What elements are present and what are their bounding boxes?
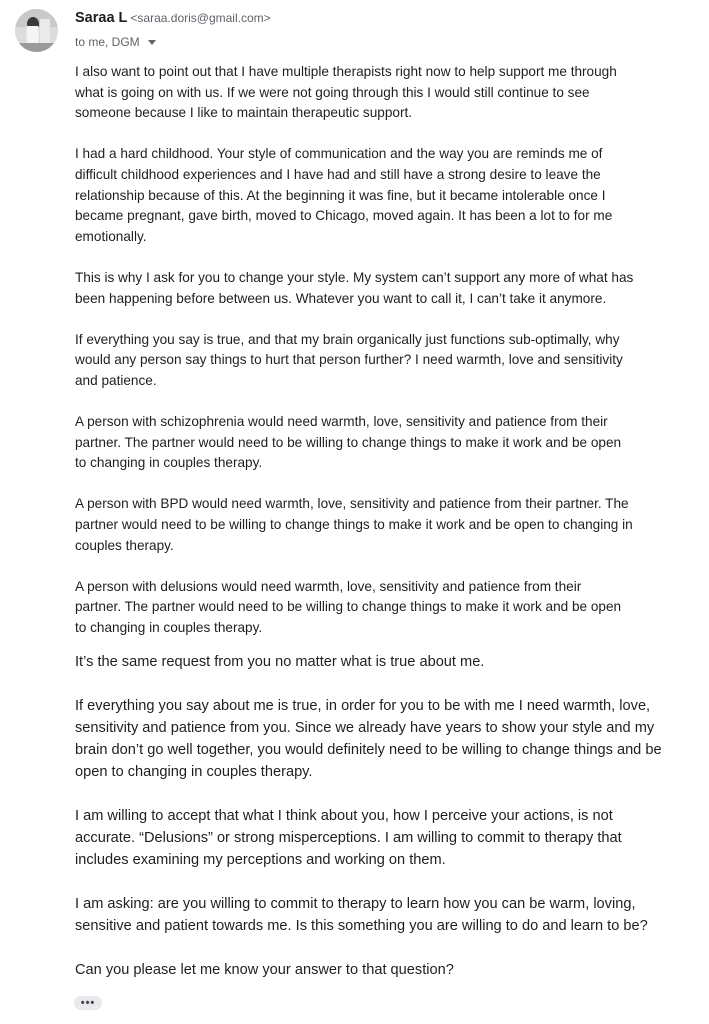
avatar[interactable] [15, 9, 58, 52]
message-line: A person with delusions would need warmth, love, sensitivity and patience from their [75, 578, 582, 594]
recipients-text: to me, DGM [75, 35, 140, 49]
message-line: accurate. “Delusions” or strong misperceptions. I am willing to commit to therapy that [75, 829, 622, 846]
message-line: difficult childhood experiences and I have had and still have a strong desire to leave the [75, 166, 601, 182]
message-line: emotionally. [75, 228, 147, 244]
message-line: includes examining my perceptions and working on them. [75, 851, 446, 868]
message-paragraph [75, 695, 695, 783]
message-line: would any person say things to hurt that person further? I need warmth, love and sensitivity [75, 352, 623, 368]
message-line: I am asking: are you willing to commit to therapy to learn how you can be warm, loving, [75, 895, 636, 912]
show-trimmed-content-button[interactable]: ••• [74, 996, 102, 1010]
message-paragraph [75, 494, 695, 556]
message-line: partner. The partner would need to be willing to change things to make it work and be open [75, 434, 622, 450]
message-line: I am willing to accept that what I think about you, how I perceive your actions, is not [75, 807, 613, 824]
message-paragraph [75, 577, 695, 639]
message-line: open to changing in couples therapy. [75, 763, 313, 780]
sender [75, 10, 271, 26]
message-line: It’s the same request from you no matter what is true about me. [75, 653, 485, 670]
message-paragraph [75, 805, 695, 871]
message-line: been happening before between us. Whatever you want to call it, I can’t take it anymore. [75, 290, 607, 306]
message-paragraph [75, 268, 695, 309]
message-line: This is why I ask for you to change your style. My system can’t support any more of what has [75, 269, 634, 285]
message-line: If everything you say about me is true, in order for you to be with me I need warmth, love, [75, 697, 651, 714]
message-paragraph [75, 651, 695, 673]
sender-email: <saraa.doris@gmail.com> [130, 11, 271, 25]
message-line: couples therapy. [75, 537, 174, 553]
message-paragraph [75, 144, 695, 247]
message-line: became pregnant, gave birth, moved to Chicago, moved again. It has been a lot to for me [75, 208, 613, 224]
message-line: A person with schizophrenia would need warmth, love, sensitivity and patience from their [75, 414, 608, 430]
message-paragraph [75, 412, 695, 474]
message-body [75, 62, 695, 1003]
message-line: brain don’t go well together, you would definitely need to be willing to change things and be [75, 741, 662, 758]
message-paragraph [75, 893, 695, 937]
message-line: Can you please let me know your answer to that question? [75, 961, 454, 978]
sender-name: Saraa L [75, 10, 128, 26]
message-line: I also want to point out that I have multiple therapists right now to help support me through [75, 64, 617, 79]
message-paragraph [75, 959, 695, 981]
message-paragraph [75, 62, 695, 124]
avatar-image [15, 9, 58, 52]
chevron-down-icon[interactable] [148, 40, 156, 45]
message-line: someone because I like to maintain therapeutic support. [75, 105, 413, 121]
message-line: to changing in couples therapy. [75, 620, 263, 636]
message-line: partner. The partner would need to be willing to change things to make it work and be open [75, 599, 622, 615]
message-line: partner would need to be willing to change things to make it work and be open to changing in [75, 517, 633, 533]
message-line: what is going on with us. If we were not going through this I would still continue to see [75, 84, 590, 100]
message-header [0, 0, 709, 60]
message-line: and patience. [75, 372, 157, 388]
recipients-line [75, 35, 156, 49]
message-line: to changing in couples therapy. [75, 455, 263, 471]
message-paragraph [75, 330, 695, 392]
message-line: A person with BPD would need warmth, love, sensitivity and patience from their partner. The [75, 496, 629, 512]
message-line: I had a hard childhood. Your style of communication and the way you are reminds me of [75, 146, 603, 162]
message-line: sensitive and patient towards me. Is this something you are willing to do and learn to be? [75, 917, 648, 934]
message-line: relationship because of this. At the beginning it was fine, but it became intolerable once I [75, 187, 606, 203]
message-line: If everything you say is true, and that my brain organically just functions sub-optimally, why [75, 331, 620, 347]
message-line: sensitivity and patience from you. Since we already have years to show your style and my [75, 719, 655, 736]
